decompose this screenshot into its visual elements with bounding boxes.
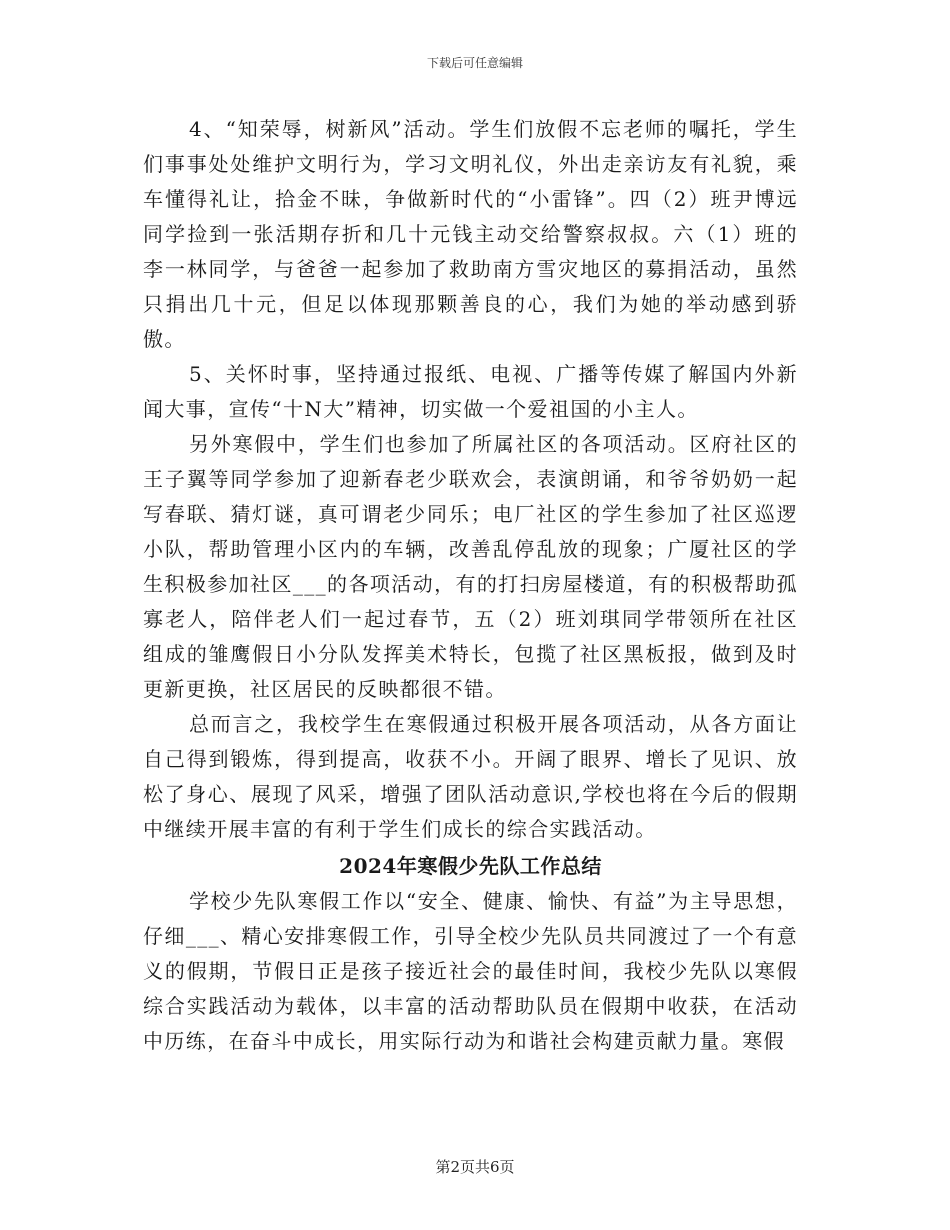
paragraph-section-intro: 学校少先队寒假工作以“安全、健康、愉快、有益”为主导思想，仔细___、精心安排寒假工作，引导全校少先队员共同渡过了一个有意义的假期，节假日正是孩子接近社会的最佳时间，我校少先队以寒假综合实践活动为载体，以丰富的活动帮助队员在假期中收获，在活动中历练，在奋斗中成长，用实际行动为和谐社会构建贡献力量。寒假 — [143, 889, 798, 1053]
page-footer: 第2页共6页 — [435, 1158, 515, 1176]
page-header: 下载后可任意编辑 — [426, 56, 523, 70]
paragraph-item-5: 5、关怀时事，坚持通过报纸、电视、广播等传媒了解国内外新闻大事，宣传“十N大”精神，切实做一个爱祖国的小主人。 — [143, 362, 798, 421]
section-title: 2024年寒假少先队工作总结 — [339, 854, 602, 878]
paragraph-community-activities: 另外寒假中，学生们也参加了所属社区的各项活动。区府社区的王子翼等同学参加了迎新春老少联欢会，表演朗诵，和爷爷奶奶一起写春联、猜灯谜，真可谓老少同乐；电厂社区的学生参加了社区巡逻小队，帮助管理小区内的车辆，改善乱停乱放的现象；广厦社区的学生积极参加社区___的各项活动，有的打扫房屋楼道，有的积极帮助孤寡老人，陪伴老人们一起过春节，五（2）班刘琪同学带领所在社区组成的雏鹰假日小分队发挥美术特长，包揽了社区黑板报，做到及时更新更换，社区居民的反映都很不错。 — [143, 432, 798, 701]
document-body — [143, 112, 798, 1059]
paragraph-conclusion: 总而言之，我校学生在寒假通过积极开展各项活动，从各方面让自己得到锻炼，得到提高，收获不小。开阔了眼界、增长了见识、放松了身心、展现了风采，增强了团队活动意识,学校也将在今后的假期中继续开展丰富的有利于学生们成长的综合实践活动。 — [143, 712, 798, 841]
paragraph-item-4: 4、“知荣辱，树新风”活动。学生们放假不忘老师的嘱托，学生们事事处处维护文明行为，学习文明礼仪，外出走亲访友有礼貌，乘车懂得礼让，拾金不昧，争做新时代的“小雷锋”。四（2）班尹博远同学捡到一张活期存折和几十元钱主动交给警察叔叔。六（1）班的李一林同学，与爸爸一起参加了救助南方雪灾地区的募捐活动，虽然只捐出几十元，但足以体现那颗善良的心，我们为她的举动感到骄傲。 — [143, 117, 798, 351]
